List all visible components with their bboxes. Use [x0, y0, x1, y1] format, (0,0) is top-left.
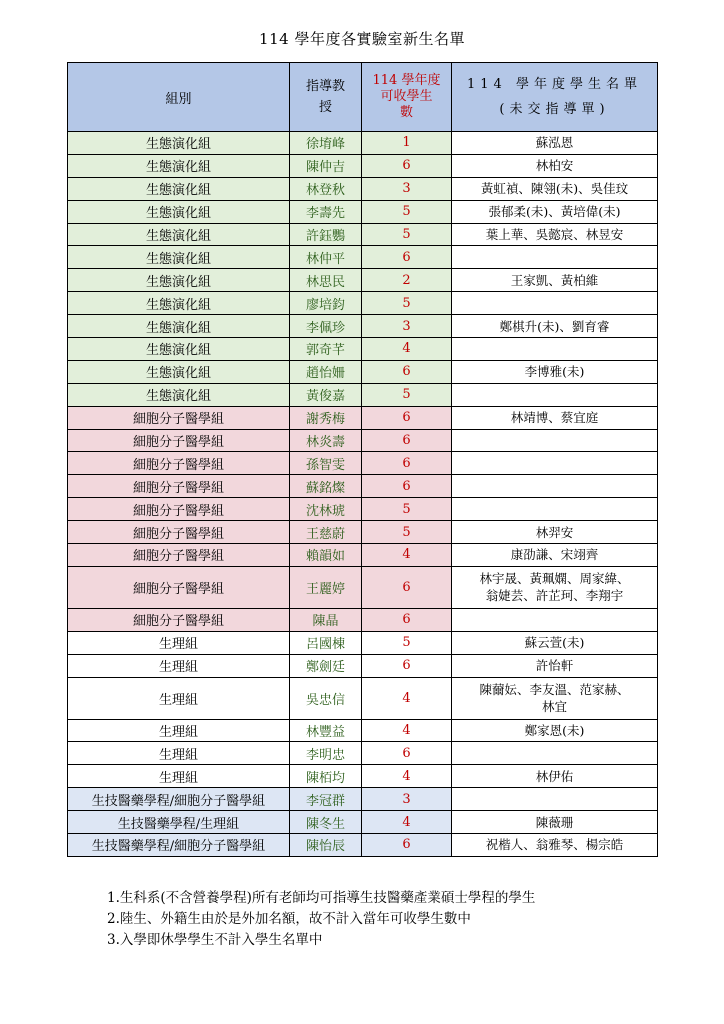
- students-cell: 鄭家恩(未): [452, 719, 658, 742]
- group-cell: 生理組: [68, 654, 290, 677]
- advisor-cell: 陳晶: [290, 608, 362, 631]
- capacity-cell: 6: [362, 475, 452, 498]
- advisor-cell: 呂國棟: [290, 631, 362, 654]
- group-cell: 生態演化組: [68, 383, 290, 406]
- page-title: 114 學年度各實驗室新生名單: [259, 30, 465, 48]
- students-cell: [452, 429, 658, 452]
- students-cell: 林柏安: [452, 154, 658, 177]
- students-cell: 林伊佑: [452, 765, 658, 788]
- advisor-cell: 陳栢均: [290, 765, 362, 788]
- capacity-cell: 5: [362, 292, 452, 315]
- table-row: [68, 475, 658, 498]
- capacity-cell: 5: [362, 498, 452, 521]
- table-row: [68, 200, 658, 223]
- students-cell: 張郁柔(未)、黃培偉(未): [452, 200, 658, 223]
- students-cell: 黃虹禎、陳翎(未)、吳佳玟: [452, 177, 658, 200]
- table-row: [68, 315, 658, 338]
- advisor-cell: 林仲平: [290, 246, 362, 269]
- group-cell: 生態演化組: [68, 292, 290, 315]
- capacity-cell: 4: [362, 719, 452, 742]
- advisor-cell: 廖培鈞: [290, 292, 362, 315]
- advisor-cell: 李壽先: [290, 200, 362, 223]
- group-cell: 生技醫藥學程/細胞分子醫學組: [68, 788, 290, 811]
- students-cell: 林宇晟、黃珮嫻、周家緯、 翁婕芸、許芷珂、李翔宇: [452, 566, 658, 608]
- capacity-cell: 6: [362, 360, 452, 383]
- table-row: [68, 742, 658, 765]
- capacity-cell: 4: [362, 765, 452, 788]
- table-row: [68, 429, 658, 452]
- advisor-cell: 林思民: [290, 269, 362, 292]
- advisor-cell: 李明忠: [290, 742, 362, 765]
- students-cell: [452, 292, 658, 315]
- table-row: [68, 154, 658, 177]
- capacity-cell: 2: [362, 269, 452, 292]
- table-row: [68, 811, 658, 834]
- table-row: [68, 383, 658, 406]
- table-row: [68, 246, 658, 269]
- table-row: [68, 223, 658, 246]
- advisor-cell: 謝秀梅: [290, 406, 362, 429]
- capacity-cell: 5: [362, 521, 452, 544]
- students-cell: 陳薾妘、李友溫、范家赫、 林宜: [452, 677, 658, 719]
- advisor-cell: 徐堉峰: [290, 132, 362, 155]
- group-cell: 細胞分子醫學組: [68, 429, 290, 452]
- footnote: 2.陸生、外籍生由於是外加名額，故不計入當年可收學生數中: [107, 911, 471, 927]
- capacity-cell: 4: [362, 677, 452, 719]
- capacity-cell: 4: [362, 811, 452, 834]
- students-cell: 康劭謙、宋翊齊: [452, 544, 658, 567]
- students-cell: [452, 383, 658, 406]
- advisor-cell: 吳忠信: [290, 677, 362, 719]
- group-cell: 生態演化組: [68, 200, 290, 223]
- capacity-cell: 5: [362, 631, 452, 654]
- table-row: [68, 452, 658, 475]
- advisor-cell: 許鈺鸚: [290, 223, 362, 246]
- students-cell: 林羿安: [452, 521, 658, 544]
- students-cell: [452, 742, 658, 765]
- table-row: [68, 406, 658, 429]
- students-cell: 蘇云萱(未): [452, 631, 658, 654]
- capacity-cell: 4: [362, 544, 452, 567]
- students-cell: [452, 246, 658, 269]
- capacity-cell: 6: [362, 154, 452, 177]
- group-cell: 生理組: [68, 631, 290, 654]
- header-capacity: 114 學年度 可收學生 數: [362, 63, 452, 132]
- advisor-cell: 李佩珍: [290, 315, 362, 338]
- advisor-cell: 林豐益: [290, 719, 362, 742]
- students-cell: [452, 475, 658, 498]
- table-row: [68, 765, 658, 788]
- advisor-cell: 鄭劍廷: [290, 654, 362, 677]
- group-cell: 生態演化組: [68, 360, 290, 383]
- table-row: [68, 292, 658, 315]
- footnote: 1.生科系(不含營養學程)所有老師均可指導生技醫藥產業碩士學程的學生: [107, 890, 536, 906]
- advisor-cell: 郭奇芊: [290, 338, 362, 361]
- group-cell: 生理組: [68, 719, 290, 742]
- capacity-cell: 6: [362, 566, 452, 608]
- capacity-cell: 6: [362, 452, 452, 475]
- table-row: [68, 360, 658, 383]
- advisor-cell: 王麗婷: [290, 566, 362, 608]
- table-row: [68, 177, 658, 200]
- table-row: [68, 788, 658, 811]
- capacity-cell: 6: [362, 608, 452, 631]
- capacity-cell: 5: [362, 383, 452, 406]
- table-row: [68, 719, 658, 742]
- capacity-cell: 6: [362, 742, 452, 765]
- advisor-cell: 沈林琥: [290, 498, 362, 521]
- group-cell: 生技醫藥學程/生理組: [68, 811, 290, 834]
- header-advisor: 指導教 授: [290, 63, 362, 132]
- capacity-cell: 3: [362, 177, 452, 200]
- footnotes: [107, 888, 535, 951]
- table-row: [68, 631, 658, 654]
- students-cell: 葉上華、吳懿宸、林昱安: [452, 223, 658, 246]
- table-row: [68, 132, 658, 155]
- students-cell: 陳薇珊: [452, 811, 658, 834]
- group-cell: 細胞分子醫學組: [68, 608, 290, 631]
- group-cell: 細胞分子醫學組: [68, 498, 290, 521]
- group-cell: 生技醫藥學程/細胞分子醫學組: [68, 834, 290, 857]
- advisor-cell: 孫智雯: [290, 452, 362, 475]
- capacity-cell: 6: [362, 654, 452, 677]
- students-cell: [452, 608, 658, 631]
- students-cell: 李博雅(未): [452, 360, 658, 383]
- table-row: [68, 677, 658, 719]
- table-header-row: [68, 63, 658, 132]
- advisor-cell: 林炎壽: [290, 429, 362, 452]
- capacity-cell: 4: [362, 338, 452, 361]
- capacity-cell: 6: [362, 429, 452, 452]
- group-cell: 細胞分子醫學組: [68, 452, 290, 475]
- footnote: 3.入學即休學學生不計入學生名單中: [107, 932, 323, 948]
- table-row: [68, 498, 658, 521]
- capacity-cell: 3: [362, 788, 452, 811]
- group-cell: 生理組: [68, 677, 290, 719]
- capacity-cell: 5: [362, 223, 452, 246]
- advisor-cell: 陳怡辰: [290, 834, 362, 857]
- table-row: [68, 269, 658, 292]
- capacity-cell: 3: [362, 315, 452, 338]
- advisor-cell: 趙怡姍: [290, 360, 362, 383]
- advisor-cell: 陳仲吉: [290, 154, 362, 177]
- students-cell: 林靖博、蔡宜庭: [452, 406, 658, 429]
- student-list-table: [67, 62, 658, 857]
- students-cell: [452, 788, 658, 811]
- capacity-cell: 6: [362, 246, 452, 269]
- group-cell: 生理組: [68, 765, 290, 788]
- students-cell: 許怡軒: [452, 654, 658, 677]
- group-cell: 生態演化組: [68, 315, 290, 338]
- capacity-cell: 6: [362, 406, 452, 429]
- students-cell: [452, 452, 658, 475]
- table-row: [68, 654, 658, 677]
- header-group: 組別: [68, 63, 290, 132]
- group-cell: 細胞分子醫學組: [68, 475, 290, 498]
- table-row: [68, 521, 658, 544]
- students-cell: [452, 498, 658, 521]
- table-row: [68, 544, 658, 567]
- header-student-list: 114 學年度學生名單 (未交指導單): [452, 63, 658, 132]
- advisor-cell: 黃俊嘉: [290, 383, 362, 406]
- group-cell: 生態演化組: [68, 246, 290, 269]
- group-cell: 生態演化組: [68, 154, 290, 177]
- group-cell: 細胞分子醫學組: [68, 406, 290, 429]
- students-cell: [452, 338, 658, 361]
- advisor-cell: 李冠群: [290, 788, 362, 811]
- students-cell: 鄭棋升(未)、劉育睿: [452, 315, 658, 338]
- capacity-cell: 1: [362, 132, 452, 155]
- group-cell: 生態演化組: [68, 177, 290, 200]
- group-cell: 生態演化組: [68, 223, 290, 246]
- table-row: [68, 834, 658, 857]
- students-cell: 祝楷人、翁雅琴、楊宗皓: [452, 834, 658, 857]
- group-cell: 細胞分子醫學組: [68, 521, 290, 544]
- table-row: [68, 338, 658, 361]
- table-row: [68, 608, 658, 631]
- group-cell: 生理組: [68, 742, 290, 765]
- group-cell: 細胞分子醫學組: [68, 566, 290, 608]
- group-cell: 細胞分子醫學組: [68, 544, 290, 567]
- advisor-cell: 王慈蔚: [290, 521, 362, 544]
- table-row: [68, 566, 658, 608]
- advisor-cell: 賴韻如: [290, 544, 362, 567]
- advisor-cell: 林登秋: [290, 177, 362, 200]
- group-cell: 生態演化組: [68, 269, 290, 292]
- group-cell: 生態演化組: [68, 338, 290, 361]
- advisor-cell: 陳冬生: [290, 811, 362, 834]
- students-cell: 蘇泓恩: [452, 132, 658, 155]
- capacity-cell: 6: [362, 834, 452, 857]
- group-cell: 生態演化組: [68, 132, 290, 155]
- students-cell: 王家凱、黃柏維: [452, 269, 658, 292]
- advisor-cell: 蘇銘燦: [290, 475, 362, 498]
- capacity-cell: 5: [362, 200, 452, 223]
